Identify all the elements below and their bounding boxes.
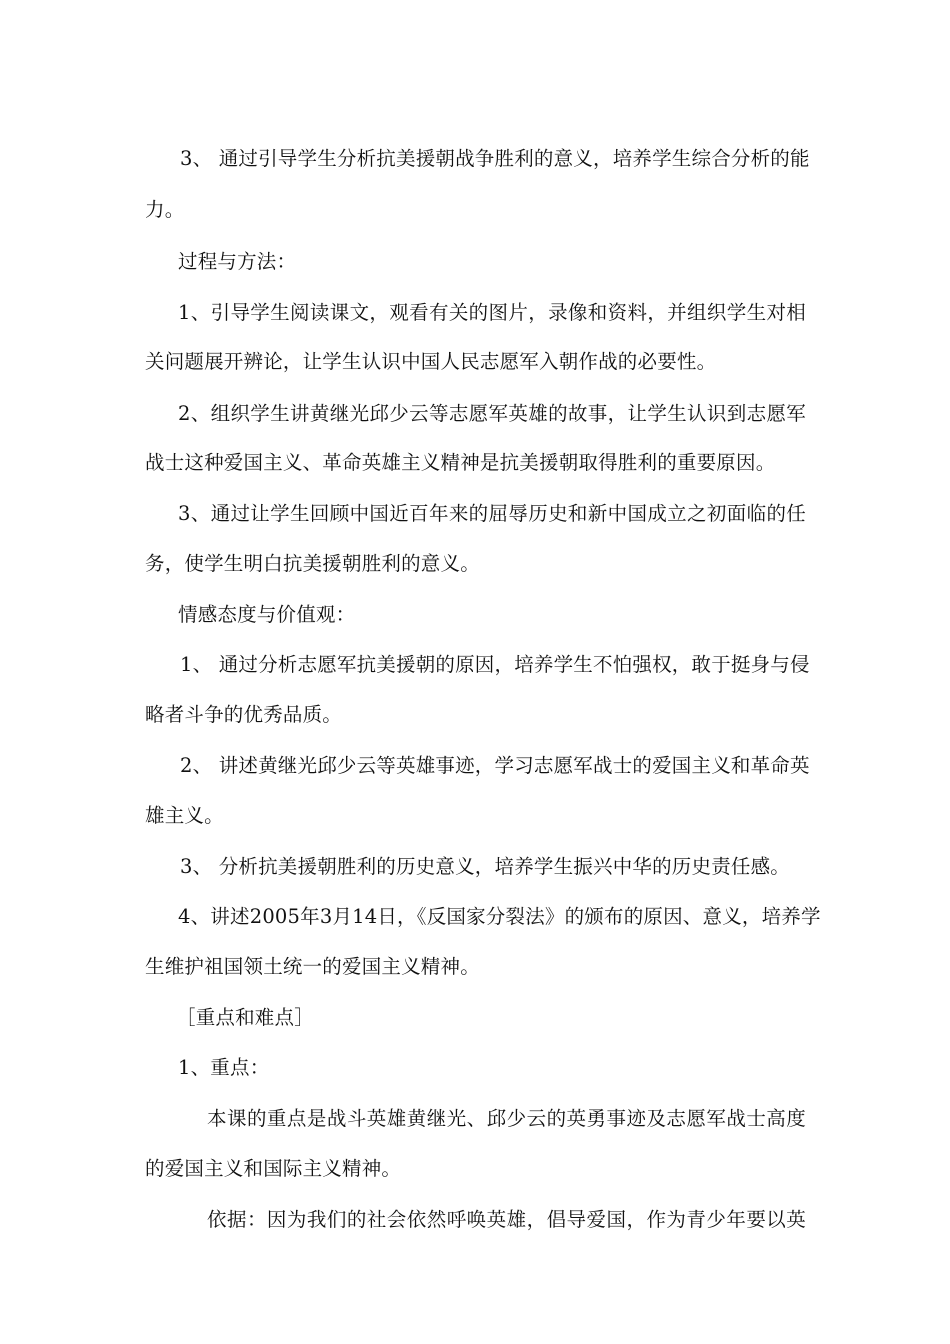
key-point-label: 1、重点：	[178, 1055, 270, 1079]
section-heading-process-methods: 过程与方法：	[178, 249, 297, 273]
process-item-3-line-2: 务，使学生明白抗美援朝胜利的意义。	[145, 551, 480, 575]
objective-3-line-1: 3、 通过引导学生分析抗美援朝战争胜利的意义，培养学生综合分析的能	[180, 146, 810, 170]
process-item-2-line-2: 战士这种爱国主义、革命英雄主义精神是抗美援朝取得胜利的重要原因。	[145, 450, 776, 474]
emotion-item-3: 3、 分析抗美援朝胜利的历史意义，培养学生振兴中华的历史责任感。	[180, 854, 791, 878]
emotion-item-4-line-2: 生维护祖国领土统一的爱国主义精神。	[145, 954, 480, 978]
emotion-item-2-line-2: 雄主义。	[145, 803, 224, 827]
process-item-3-line-1: 3、通过让学生回顾中国近百年来的屈辱历史和新中国成立之初面临的任	[178, 501, 806, 525]
emotion-item-2-line-1: 2、 讲述黄继光邱少云等英雄事迹，学习志愿军战士的爱国主义和革命英	[180, 753, 810, 777]
process-item-2-line-1: 2、组织学生讲黄继光邱少云等志愿军英雄的故事，让学生认识到志愿军	[178, 401, 806, 425]
section-heading-key-points: ［重点和难点］	[176, 1005, 314, 1029]
section-heading-emotion-values: 情感态度与价值观：	[178, 602, 356, 626]
process-item-1-line-1: 1、引导学生阅读课文，观看有关的图片，录像和资料，并组织学生对相	[178, 300, 806, 324]
emotion-item-1-line-1: 1、 通过分析志愿军抗美援朝的原因，培养学生不怕强权，敢于挺身与侵	[180, 652, 810, 676]
key-point-body-line-2: 的爱国主义和国际主义精神。	[145, 1156, 402, 1180]
emotion-item-4-line-1: 4、讲述2005年3月14日，《反国家分裂法》的颁布的原因、意义，培养学	[178, 904, 821, 928]
objective-3-line-2: 力。	[145, 197, 185, 221]
process-item-1-line-2: 关问题展开辨论，让学生认识中国人民志愿军入朝作战的必要性。	[145, 349, 717, 373]
emotion-item-1-line-2: 略者斗争的优秀品质。	[145, 702, 343, 726]
basis-line-1: 依据：因为我们的社会依然呼唤英雄，倡导爱国，作为青少年要以英	[207, 1207, 806, 1231]
key-point-body-line-1: 本课的重点是战斗英雄黄继光、邱少云的英勇事迹及志愿军战士高度	[207, 1106, 806, 1130]
